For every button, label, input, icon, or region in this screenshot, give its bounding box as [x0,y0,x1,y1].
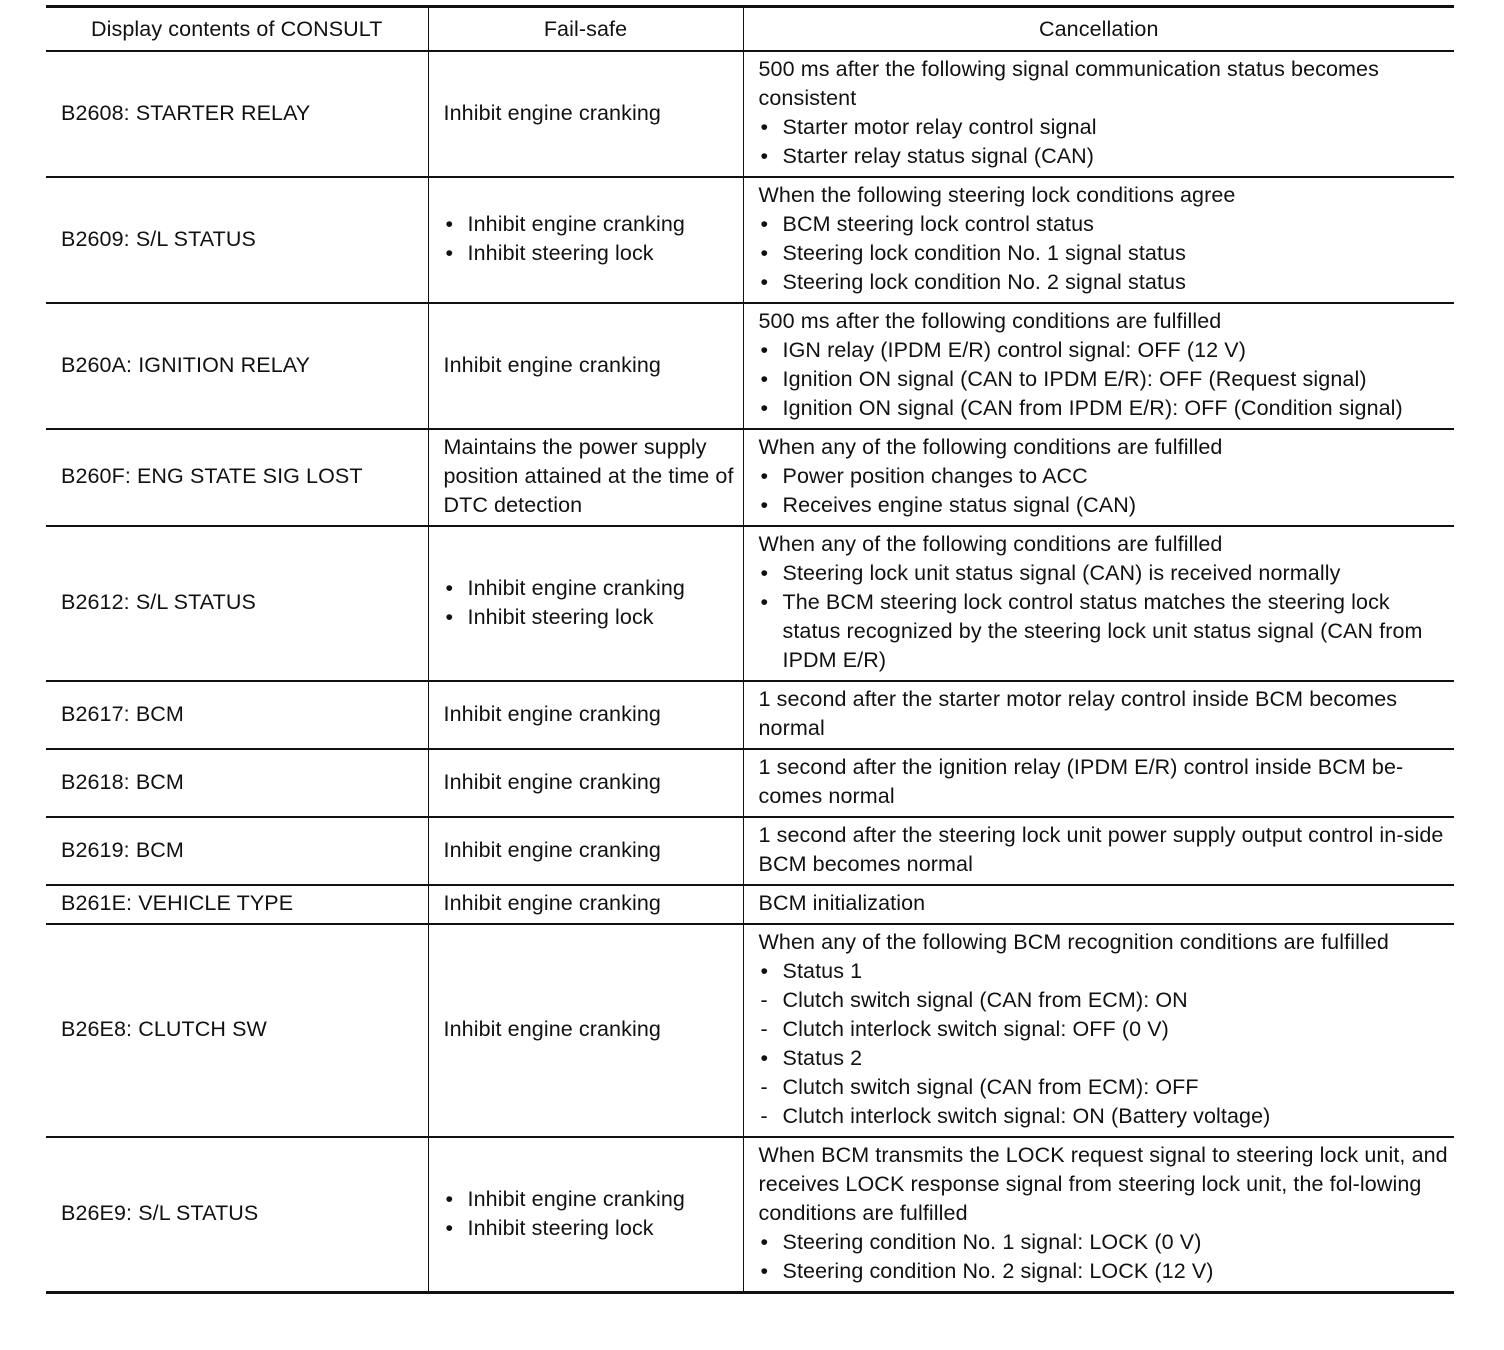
list-item-text: Ignition ON signal (CAN to IPDM E/R): OFF (Request signal) [782,367,1367,391]
fail-safe-cell [428,1137,743,1293]
bullet-marker: - [760,1075,768,1099]
bullet-marker: • [760,212,769,236]
bullet-marker: • [760,561,769,585]
table-header-row [46,7,1454,52]
table-row [46,885,1454,924]
list-item [759,210,1449,239]
dtc-fail-safe-table [46,5,1454,1294]
list-item [759,491,1449,520]
list-item-text: Status 1 [782,959,863,983]
list-item-text: Power position changes to ACC [782,464,1088,488]
dtc-code-cell: B2617: BCM [46,681,428,749]
fail-safe-cell [428,177,743,303]
list-item-text: Clutch switch signal (CAN from ECM): OFF [782,1075,1199,1099]
bullet-marker: • [760,959,769,983]
bullet-marker: • [760,590,769,614]
dtc-code-cell: B2619: BCM [46,817,428,885]
cancellation-text: 1 second after the starter motor relay control inside BCM becomes normal [758,687,1398,740]
cancellation-text: When any of the following conditions are fulfilled [758,532,1223,556]
fail-safe-list [444,210,737,268]
dtc-code-cell: B2608: STARTER RELAY [46,51,428,177]
list-item [759,1102,1449,1131]
list-item [759,394,1449,423]
list-item-text: Inhibit steering lock [467,241,654,265]
list-item-text: Steering condition No. 2 signal: LOCK (12 V) [782,1259,1214,1283]
cancellation-cell [743,817,1454,885]
list-item-text: Clutch switch signal (CAN from ECM): ON [782,988,1188,1012]
bullet-marker: • [760,1046,769,1070]
fail-safe-list [444,574,737,632]
bullet-marker: • [760,270,769,294]
list-item-text: Status 2 [782,1046,863,1070]
table-row [46,749,1454,817]
bullet-marker: • [760,338,769,362]
cancellation-text: BCM initialization [758,891,926,915]
list-item [759,336,1449,365]
table-row [46,303,1454,429]
list-item-text: BCM steering lock control status [782,212,1094,236]
cancellation-cell [743,526,1454,681]
fail-safe-cell [428,924,743,1137]
list-item [759,239,1449,268]
cancellation-text: When any of the following conditions are fulfilled [758,435,1223,459]
cancellation-list [759,462,1449,520]
fail-safe-text: Inhibit engine cranking [443,352,661,377]
header-cancellation: Cancellation [743,7,1454,52]
list-item-text: Inhibit engine cranking [467,1186,685,1211]
list-item [759,365,1449,394]
cancellation-cell [743,177,1454,303]
list-item [759,957,1449,986]
list-item [759,462,1449,491]
list-item-text: Steering lock unit status signal (CAN) is received normally [782,561,1341,585]
cancellation-cell [743,924,1454,1137]
fail-safe-cell [428,526,743,681]
list-item [759,986,1449,1015]
bullet-marker: • [760,367,769,391]
list-item [444,603,737,632]
cancellation-cell [743,885,1454,924]
bullet-marker: - [760,1017,768,1041]
list-item [759,113,1449,142]
cancellation-text: When the following steering lock conditions agree [758,183,1236,207]
bullet-marker: • [445,575,454,600]
bullet-marker: • [445,212,454,236]
table-row [46,924,1454,1137]
list-item-text: Receives engine status signal (CAN) [782,493,1137,517]
list-item [444,574,737,603]
table-row [46,429,1454,526]
list-item [444,1185,737,1214]
list-item-text: IGN relay (IPDM E/R) control signal: OFF (12 V) [782,338,1246,362]
cancellation-cell [743,51,1454,177]
list-item [759,1044,1449,1073]
cancellation-cell [743,1137,1454,1293]
table-row [46,526,1454,681]
bullet-marker: • [760,396,769,420]
bullet-marker: - [760,1104,768,1128]
bullet-marker: • [760,1230,769,1254]
list-item-text: Inhibit steering lock [467,604,654,629]
fail-safe-cell [428,885,743,924]
list-item [759,268,1449,297]
fail-safe-text: Inhibit engine cranking [443,837,661,862]
header-display-contents: Display contents of CONSULT [46,7,428,52]
dtc-code-cell: B2612: S/L STATUS [46,526,428,681]
table-row [46,51,1454,177]
cancellation-text: 500 ms after the following conditions are fulfilled [758,309,1222,333]
dtc-code-cell: B261E: VEHICLE TYPE [46,885,428,924]
bullet-marker: • [445,1186,454,1211]
list-item-text: Clutch interlock switch signal: ON (Battery voltage) [782,1104,1271,1128]
fail-safe-cell [428,681,743,749]
list-item [759,1015,1449,1044]
dtc-code-cell: B260F: ENG STATE SIG LOST [46,429,428,526]
bullet-marker: • [445,241,454,265]
list-item-text: The BCM steering lock control status matches the steering lock status recognized by the steering lock unit status signal (CAN from IPDM E/R) [782,590,1423,672]
bullet-marker: • [760,464,769,488]
list-item-text: Starter relay status signal (CAN) [782,144,1095,168]
list-item [444,239,737,268]
list-item [444,210,737,239]
fail-safe-cell [428,303,743,429]
fail-safe-text: Inhibit engine cranking [443,701,661,726]
fail-safe-cell [428,51,743,177]
bullet-marker: - [760,988,768,1012]
list-item [759,559,1449,588]
list-item-text: Steering lock condition No. 2 signal status [782,270,1186,294]
cancellation-list [759,559,1449,675]
dtc-code-cell: B26E8: CLUTCH SW [46,924,428,1137]
list-item-text: Inhibit steering lock [467,1215,654,1240]
list-item [759,1073,1449,1102]
cancellation-cell [743,429,1454,526]
fail-safe-list [444,1185,737,1243]
bullet-marker: • [760,115,769,139]
table-row [46,177,1454,303]
list-item [759,588,1449,675]
fail-safe-cell [428,429,743,526]
bullet-marker: • [445,1215,454,1240]
list-item-text: Clutch interlock switch signal: OFF (0 V) [782,1017,1169,1041]
fail-safe-cell [428,817,743,885]
dtc-code-cell: B260A: IGNITION RELAY [46,303,428,429]
fail-safe-text: Inhibit engine cranking [443,100,661,125]
cancellation-text: 1 second after the ignition relay (IPDM E/R) control inside BCM be-comes normal [758,755,1404,808]
bullet-marker: • [445,604,454,629]
fail-safe-text: Inhibit engine cranking [443,1017,661,1041]
cancellation-text: When BCM transmits the LOCK request signal to steering lock unit, and receives LOCK response signal from steering lock unit, the fol-lowing conditions are fulfilled [758,1143,1448,1225]
cancellation-list [759,336,1449,423]
table-row [46,817,1454,885]
bullet-marker: • [760,241,769,265]
header-fail-safe: Fail-safe [428,7,743,52]
list-item [759,1228,1449,1257]
cancellation-cell [743,303,1454,429]
list-item-text: Inhibit engine cranking [467,575,685,600]
cancellation-text: 500 ms after the following signal communication status becomes consistent [758,57,1379,110]
cancellation-cell [743,681,1454,749]
table-row [46,1137,1454,1293]
fail-safe-text: Inhibit engine cranking [443,769,661,794]
fail-safe-cell [428,749,743,817]
list-item [444,1214,737,1243]
list-item [759,1257,1449,1286]
cancellation-list [759,957,1449,1131]
dtc-code-cell: B2618: BCM [46,749,428,817]
cancellation-cell [743,749,1454,817]
bullet-marker: • [760,1259,769,1283]
list-item-text: Steering condition No. 1 signal: LOCK (0 V) [782,1230,1202,1254]
bullet-marker: • [760,493,769,517]
dtc-code-cell: B2609: S/L STATUS [46,177,428,303]
cancellation-list [759,1228,1449,1286]
cancellation-text: When any of the following BCM recognition conditions are fulfilled [758,930,1389,954]
list-item-text: Ignition ON signal (CAN from IPDM E/R): OFF (Condition signal) [782,396,1403,420]
list-item-text: Steering lock condition No. 1 signal status [782,241,1186,265]
cancellation-list [759,210,1449,297]
cancellation-text: 1 second after the steering lock unit power supply output control in-side BCM becomes normal [758,823,1444,876]
fail-safe-text: Maintains the power supply position attained at the time of DTC detection [443,435,734,517]
list-item-text: Inhibit engine cranking [467,212,685,236]
cancellation-list [759,113,1449,171]
list-item-text: Starter motor relay control signal [782,115,1097,139]
list-item [759,142,1449,171]
dtc-code-cell: B26E9: S/L STATUS [46,1137,428,1293]
bullet-marker: • [760,144,769,168]
fail-safe-text: Inhibit engine cranking [443,891,661,915]
table-row [46,681,1454,749]
